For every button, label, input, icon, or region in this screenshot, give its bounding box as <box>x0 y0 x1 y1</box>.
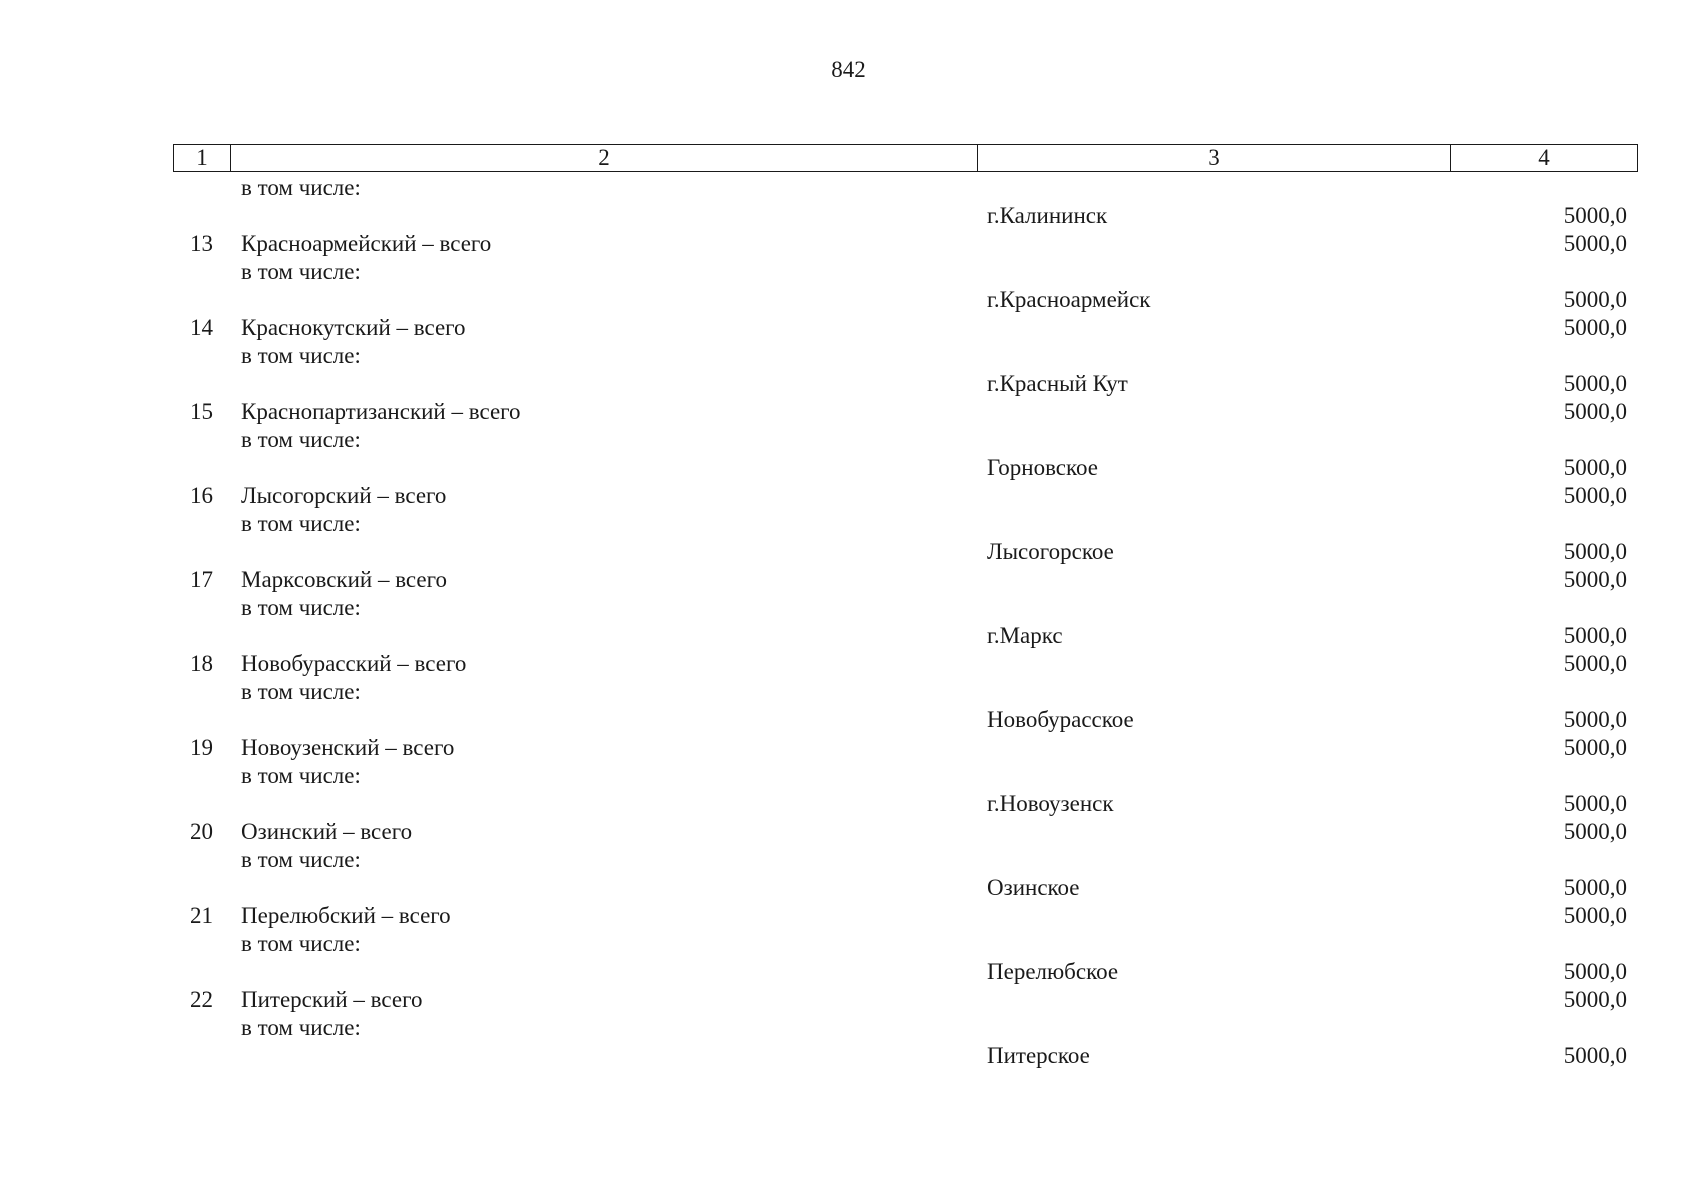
row-value: 5000,0 <box>1563 875 1627 900</box>
row-number: 16 <box>190 483 213 508</box>
row-name: Красноармейский – всего <box>241 231 492 256</box>
row-value: 5000,0 <box>1563 987 1627 1012</box>
table-header <box>173 144 1638 172</box>
table-row <box>173 790 1638 818</box>
row-value: 5000,0 <box>1563 371 1627 396</box>
table-row <box>173 650 1638 678</box>
row-name: Новобурасский – всего <box>241 651 467 676</box>
row-value: 5000,0 <box>1563 791 1627 816</box>
table-row <box>173 174 1638 202</box>
row-value: 5000,0 <box>1563 903 1627 928</box>
row-name: Перелюбский – всего <box>241 903 451 928</box>
row-value: 5000,0 <box>1563 819 1627 844</box>
table-row <box>173 874 1638 902</box>
table-row <box>173 846 1638 874</box>
table-row <box>173 314 1638 342</box>
row-name: Новоузенский – всего <box>241 735 455 760</box>
table-row <box>173 454 1638 482</box>
row-number: 13 <box>190 231 213 256</box>
row-name: в том числе: <box>241 427 361 452</box>
row-name: Лысогорский – всего <box>241 483 447 508</box>
row-value: 5000,0 <box>1563 203 1627 228</box>
table-row <box>173 818 1638 846</box>
row-place: Горновское <box>987 455 1099 480</box>
row-place: г.Красный Кут <box>987 371 1128 396</box>
header-col-4: 4 <box>1538 145 1550 170</box>
table-row <box>173 426 1638 454</box>
table-row <box>173 902 1638 930</box>
header-col-1: 1 <box>174 145 231 171</box>
row-name: Краснокутский – всего <box>241 315 466 340</box>
page-number: 842 <box>831 57 866 82</box>
row-place: Лысогорское <box>987 539 1114 564</box>
row-place: г.Маркс <box>987 623 1063 648</box>
table-row <box>173 706 1638 734</box>
row-name: в том числе: <box>241 931 361 956</box>
row-number: 22 <box>190 987 213 1012</box>
row-number: 19 <box>190 735 213 760</box>
row-value: 5000,0 <box>1563 455 1627 480</box>
row-number: 21 <box>190 903 213 928</box>
row-value: 5000,0 <box>1563 651 1627 676</box>
row-place: г.Новоузенск <box>987 791 1114 816</box>
table-row <box>173 482 1638 510</box>
row-value: 5000,0 <box>1563 623 1627 648</box>
row-name: в том числе: <box>241 343 361 368</box>
row-place: г.Красноармейск <box>987 287 1151 312</box>
row-value: 5000,0 <box>1563 231 1627 256</box>
table-row <box>173 734 1638 762</box>
table-body <box>173 174 1638 1070</box>
row-name: в том числе: <box>241 175 361 200</box>
row-value: 5000,0 <box>1563 315 1627 340</box>
row-name: в том числе: <box>241 847 361 872</box>
row-value: 5000,0 <box>1563 287 1627 312</box>
row-value: 5000,0 <box>1563 959 1627 984</box>
row-value: 5000,0 <box>1563 735 1627 760</box>
table-row <box>173 1042 1638 1070</box>
row-place: Питерское <box>987 1043 1090 1068</box>
row-name: Питерский – всего <box>241 987 423 1012</box>
row-name: в том числе: <box>241 763 361 788</box>
table-row <box>173 510 1638 538</box>
table-row <box>173 762 1638 790</box>
row-name: Озинский – всего <box>241 819 413 844</box>
table-row <box>173 202 1638 230</box>
table-row <box>173 342 1638 370</box>
row-name: в том числе: <box>241 679 361 704</box>
row-number: 18 <box>190 651 213 676</box>
table-row <box>173 678 1638 706</box>
row-place: Перелюбское <box>987 959 1119 984</box>
table-row <box>173 398 1638 426</box>
row-name: в том числе: <box>241 259 361 284</box>
row-value: 5000,0 <box>1563 1043 1627 1068</box>
header-col-3: 3 <box>978 145 1451 171</box>
table-row <box>173 286 1638 314</box>
row-value: 5000,0 <box>1563 539 1627 564</box>
table-row <box>173 566 1638 594</box>
table-row <box>173 930 1638 958</box>
row-place: Озинское <box>987 875 1080 900</box>
table-row <box>173 538 1638 566</box>
table-row <box>173 958 1638 986</box>
row-number: 15 <box>190 399 213 424</box>
row-name: в том числе: <box>241 1015 361 1040</box>
header-col-2: 2 <box>231 145 978 171</box>
row-name: Краснопартизанский – всего <box>241 399 521 424</box>
row-number: 17 <box>190 567 213 592</box>
row-number: 20 <box>190 819 213 844</box>
row-name: Марксовский – всего <box>241 567 447 592</box>
row-place: Новобурасское <box>987 707 1134 732</box>
table-row <box>173 1014 1638 1042</box>
row-name: в том числе: <box>241 595 361 620</box>
table-row <box>173 622 1638 650</box>
row-value: 5000,0 <box>1563 399 1627 424</box>
row-name: в том числе: <box>241 511 361 536</box>
table-row <box>173 230 1638 258</box>
row-value: 5000,0 <box>1563 707 1627 732</box>
table-row <box>173 594 1638 622</box>
row-place: г.Калининск <box>987 203 1108 228</box>
row-value: 5000,0 <box>1563 483 1627 508</box>
row-number: 14 <box>190 315 213 340</box>
table-row <box>173 986 1638 1014</box>
table-row <box>173 370 1638 398</box>
row-value: 5000,0 <box>1563 567 1627 592</box>
table-row <box>173 258 1638 286</box>
